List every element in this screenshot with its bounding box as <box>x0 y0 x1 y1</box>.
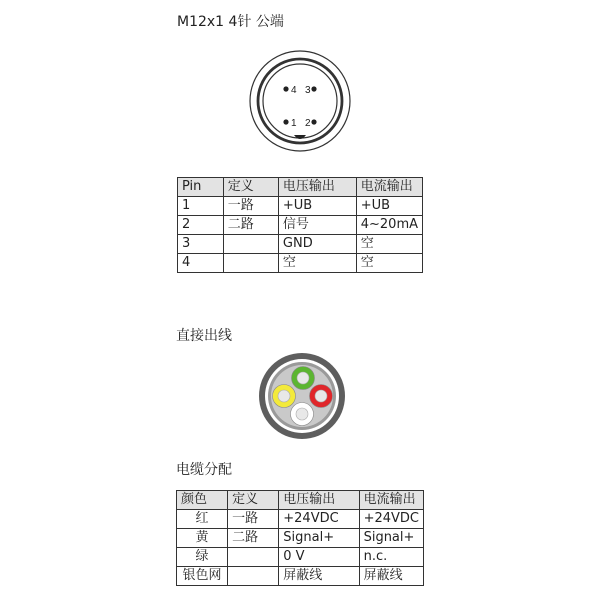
header-cell: 电压输出 <box>278 178 356 197</box>
table-cell: 屏蔽线 <box>279 567 359 586</box>
header-cell: Pin <box>178 178 224 197</box>
cable-cross-section-diagram <box>258 352 346 440</box>
table-cell: +24VDC <box>279 510 359 529</box>
table-header-row <box>177 491 424 510</box>
table-row <box>177 567 424 586</box>
cable-title: 直接出线 <box>176 328 232 344</box>
table-cell <box>223 235 278 254</box>
header-cell: 电压输出 <box>279 491 359 510</box>
table-cell: 信号 <box>278 216 356 235</box>
header-cell: 电流输出 <box>356 178 422 197</box>
table-cell: 屏蔽线 <box>359 567 423 586</box>
table-cell: 空 <box>278 254 356 273</box>
table-cell: 银色网 <box>177 567 228 586</box>
pin-3-dot <box>311 86 316 91</box>
table-row <box>177 529 424 548</box>
table-cell: 4~20mA <box>356 216 422 235</box>
table-cell: 2 <box>178 216 224 235</box>
table-cell: +UB <box>278 197 356 216</box>
table-row <box>177 510 424 529</box>
table-row <box>178 254 423 273</box>
table-cell: +UB <box>356 197 422 216</box>
table-cell: GND <box>278 235 356 254</box>
table-cell: n.c. <box>359 548 423 567</box>
table-cell: 红 <box>177 510 228 529</box>
table-cell <box>228 567 279 586</box>
pin-1-dot <box>283 119 288 124</box>
pin-4-label: 4 <box>291 85 297 96</box>
table-cell: 0 V <box>279 548 359 567</box>
wire-green <box>292 367 315 390</box>
table-cell: 空 <box>356 254 422 273</box>
table-cell: 空 <box>356 235 422 254</box>
pin-assignment-table <box>177 177 423 273</box>
header-cell: 定义 <box>228 491 279 510</box>
table-cell: Signal+ <box>279 529 359 548</box>
wire-red <box>310 385 333 408</box>
header-cell: 电流输出 <box>359 491 423 510</box>
pin-4-dot <box>283 86 288 91</box>
wiring-title: 电缆分配 <box>176 462 232 478</box>
table-row <box>177 548 424 567</box>
table-cell: 4 <box>178 254 224 273</box>
table-row <box>178 235 423 254</box>
table-row <box>178 197 423 216</box>
header-cell: 定义 <box>223 178 278 197</box>
table-cell: 3 <box>178 235 224 254</box>
cable-assignment-table <box>176 490 424 586</box>
table-cell: 一路 <box>223 197 278 216</box>
pin-2-label: 2 <box>305 118 311 129</box>
table-cell <box>223 254 278 273</box>
table-cell: 二路 <box>228 529 279 548</box>
table-cell: 黄 <box>177 529 228 548</box>
header-cell: 颜色 <box>177 491 228 510</box>
table-header-row <box>178 178 423 197</box>
pin-1-label: 1 <box>291 118 297 129</box>
table-cell: Signal+ <box>359 529 423 548</box>
table-row <box>178 216 423 235</box>
table-cell <box>228 548 279 567</box>
wire-white <box>291 403 314 426</box>
wire-yellow <box>273 385 296 408</box>
table-cell: 二路 <box>223 216 278 235</box>
pin-3-label: 3 <box>305 85 311 96</box>
pin-2-dot <box>311 119 316 124</box>
table-cell: 绿 <box>177 548 228 567</box>
connector-title: M12x1 4针 公端 <box>177 14 284 30</box>
m12-connector-diagram <box>248 49 352 157</box>
table-cell: 一路 <box>228 510 279 529</box>
table-cell: +24VDC <box>359 510 423 529</box>
table-cell: 1 <box>178 197 224 216</box>
